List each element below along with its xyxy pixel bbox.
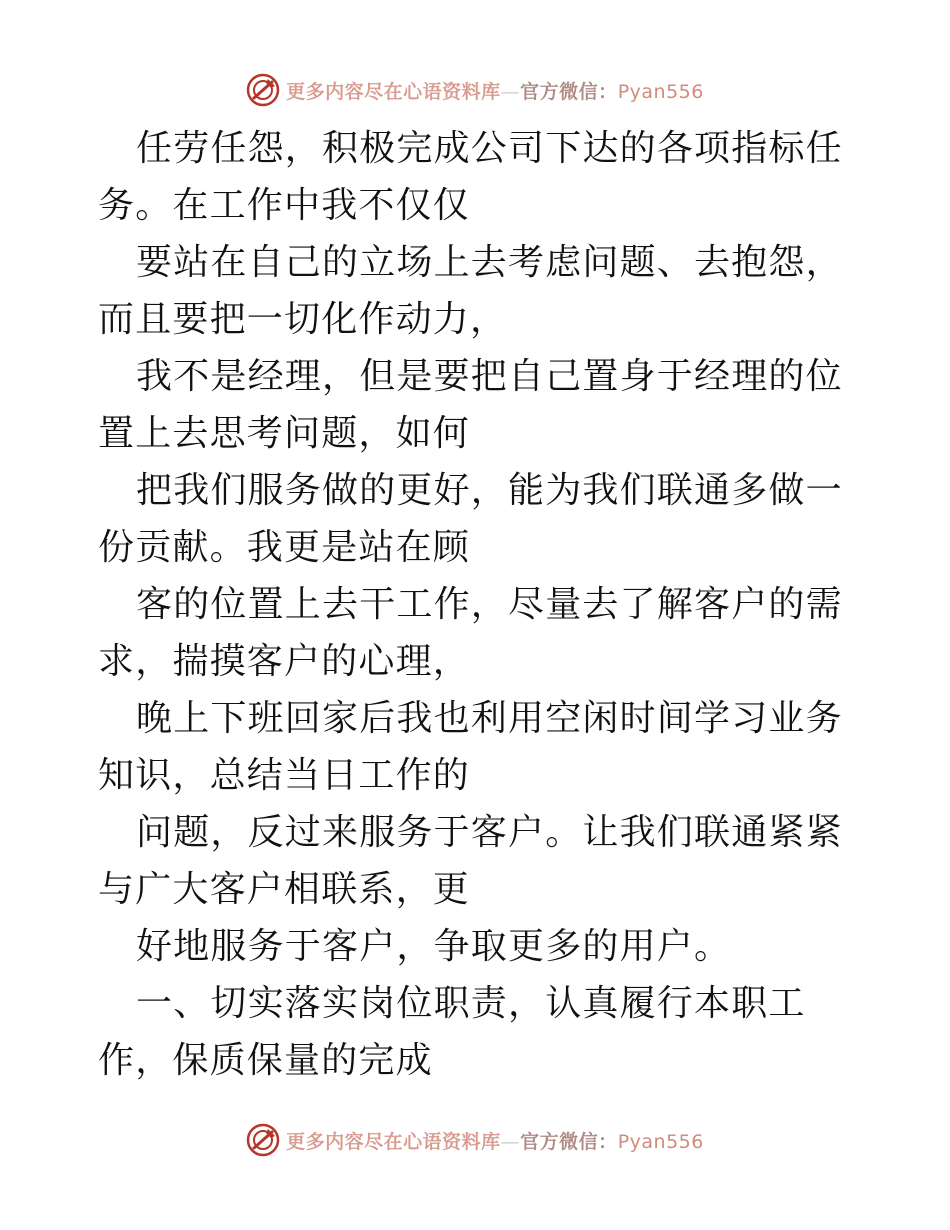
paragraph: 好地服务于客户，争取更多的用户。 (136, 926, 732, 967)
paragraph: 一、切实落实岗位职责，认真履行本职工作，保质保量的完成 (98, 983, 806, 1081)
footer-site-name: 更多内容尽在心语资料库 (286, 1130, 501, 1153)
paragraph: 问题，反过来服务于客户。让我们联通紧紧与广大客户相联系，更 (98, 812, 843, 910)
footer-wechat-id: Pyan556 (617, 1130, 704, 1153)
paragraph: 任劳任怨，积极完成公司下达的各项指标任务。在工作中我不仅仅 (98, 128, 843, 226)
footer-dash: — (500, 1130, 521, 1153)
header-dash: — (500, 80, 521, 103)
seal-logo-icon (246, 73, 280, 107)
footer-banner (0, 1120, 950, 1160)
paragraph: 我不是经理，但是要把自己置身于经理的位置上去思考问题，如何 (98, 356, 843, 454)
header-site-name: 更多内容尽在心语资料库 (286, 80, 501, 103)
footer-text (286, 1127, 704, 1154)
footer-wechat-label: 官方微信： (520, 1130, 618, 1153)
header-wechat-label: 官方微信： (520, 80, 618, 103)
paragraph: 晚上下班回家后我也利用空闲时间学习业务知识，总结当日工作的 (98, 698, 843, 796)
seal-logo-icon (246, 1123, 280, 1157)
paragraph: 要站在自己的立场上去考虑问题、去抱怨，而且要把一切化作动力， (98, 242, 843, 340)
header-text (286, 77, 704, 104)
document-body (98, 120, 856, 1089)
paragraph: 把我们服务做的更好，能为我们联通多做一份贡献。我更是站在顾 (98, 470, 843, 568)
header-wechat-id: Pyan556 (617, 80, 704, 103)
header-banner (0, 70, 950, 110)
paragraph: 客的位置上去干工作，尽量去了解客户的需求，揣摸客户的心理， (98, 584, 843, 682)
